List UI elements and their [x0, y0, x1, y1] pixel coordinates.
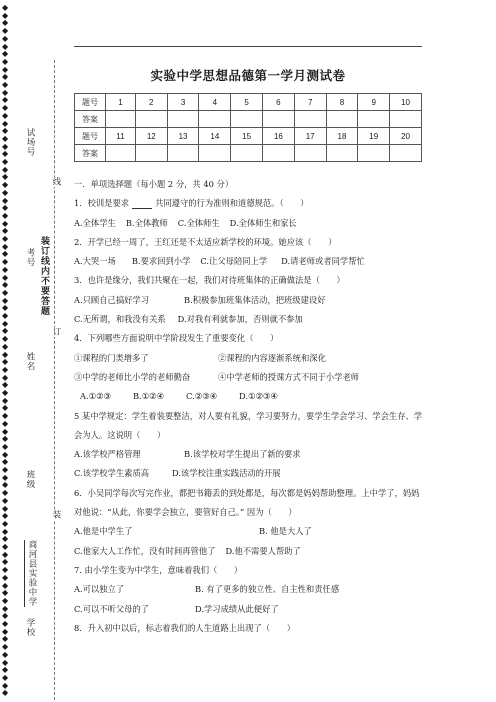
diamond-mark: ◆: [2, 688, 9, 698]
answer-cell[interactable]: [390, 145, 422, 162]
question-2-stem: 2．开学已经一周了，王红还是不太适应新学校的环境。她应该（ ）: [74, 236, 337, 247]
answer-cell[interactable]: [135, 145, 167, 162]
answer-cell[interactable]: [106, 111, 136, 128]
grid-number: 7: [294, 94, 326, 111]
diamond-mark: ◆: [2, 626, 9, 636]
diamond-mark: ◆: [2, 64, 9, 74]
statement-4: ④中学老师的授课方式不同于小学老师: [218, 371, 360, 382]
grid-row-numbers-2: [75, 128, 422, 145]
diamond-mark: ◆: [2, 157, 9, 166]
answer-cell[interactable]: [263, 111, 295, 128]
diamond-mark: ◆: [2, 326, 9, 336]
grid-number: 15: [231, 128, 263, 145]
option-c[interactable]: C.②③④: [186, 391, 218, 402]
diamond-mark: ◆: [2, 164, 9, 174]
grid-row-label: 题号: [75, 128, 106, 145]
option-d[interactable]: D.学习成绩从此便好了: [195, 603, 279, 614]
grid-number: 18: [326, 128, 358, 145]
grid-number: 6: [263, 94, 295, 111]
diamond-mark: ◆: [2, 357, 9, 367]
diamond-mark: ◆: [2, 665, 9, 675]
grid-number: 12: [135, 128, 167, 145]
answer-cell[interactable]: [167, 111, 199, 128]
option-c[interactable]: C.让父母陪同上学: [200, 256, 268, 267]
diamond-mark: ◆: [2, 503, 9, 513]
grid-number: 1: [106, 94, 136, 111]
binding-mark-xian: 线: [51, 177, 61, 187]
grid-number: 16: [263, 128, 295, 145]
option-c[interactable]: C.无所谓，和我没有关系: [74, 314, 166, 325]
option-a[interactable]: A.①②③: [80, 391, 111, 402]
option-b[interactable]: B. 他是大人了: [259, 526, 312, 537]
grid-row-answers-2: [75, 145, 422, 162]
question-3-options-row1: [74, 291, 426, 310]
question-2-options: [74, 252, 426, 271]
question-5-options-row1: [74, 445, 426, 464]
diamond-mark: ◆: [2, 449, 9, 459]
grid-number: 19: [358, 128, 390, 145]
grid-number: 9: [358, 94, 390, 111]
diamond-mark: ◆: [2, 657, 9, 667]
question-8-stem: 8．升入初中以后，标志着我们的人生道路上出现了（ ）: [74, 622, 295, 633]
answer-cell[interactable]: [263, 145, 295, 162]
diamond-mark: ◆: [2, 465, 9, 474]
diamond-mark: ◆: [2, 418, 9, 428]
question-6-stem: 6．小吴同学每次写完作业，都把书籍丢的到处都是，每次都是妈妈帮助整理。上中学了，妈妈对他说：“从此，你要学会独立，要管好自己。” 因为（ ）: [74, 487, 420, 518]
diamond-mark: ◆: [2, 349, 9, 359]
grid-number: 5: [231, 94, 263, 111]
question-7-options-row2: [74, 600, 426, 619]
diamond-mark: ◆: [2, 195, 9, 205]
diamond-mark: ◆: [2, 488, 9, 498]
section-heading: 一．单项选择题（每小题 2 分，共 40 分）: [74, 179, 234, 189]
diamond-mark: ◆: [2, 395, 9, 405]
diamond-mark: ◆: [2, 72, 9, 82]
diamond-mark: ◆: [2, 103, 9, 113]
diamond-mark: ◆: [2, 141, 9, 151]
option-d[interactable]: D.对我有利就参加，否则就不参加: [177, 314, 303, 325]
option-d[interactable]: D.他不需要人帮助了: [225, 545, 301, 556]
option-c[interactable]: C.该学校学生素质高: [74, 468, 150, 479]
question-3-stem: 3．也许是缘分，我们共聚在一起，我们对待班集体的正确做法是（ ）: [74, 275, 345, 286]
grid-number: 10: [390, 94, 422, 111]
diamond-mark: ◆: [2, 364, 9, 374]
diamond-mark: ◆: [2, 649, 9, 659]
question-1-stem: 1．校训是要求 共同遵守的行为准则和道德规范。（ ）: [74, 198, 309, 209]
grid-number: 14: [199, 128, 231, 145]
option-a[interactable]: A.他是中学生了: [74, 526, 133, 537]
diamond-mark: ◆: [2, 411, 9, 421]
statement-2: ②课程的内容逐渐系统和深化: [218, 352, 326, 363]
question-4-options: [74, 387, 426, 406]
diamond-mark: ◆: [2, 549, 9, 559]
grid-number: 11: [106, 128, 136, 145]
answer-cell[interactable]: [231, 145, 263, 162]
statement-3: ③中学的老师比小学的老师勤奋: [74, 371, 191, 382]
diamond-mark: ◆: [2, 218, 9, 228]
diamond-mark: ◆: [2, 226, 9, 236]
answer-cell[interactable]: [294, 145, 326, 162]
exam-title: 实验中学思想品德第一学月测试卷: [150, 68, 346, 83]
question-1-options: [74, 214, 426, 233]
grid-number: 8: [326, 94, 358, 111]
grid-number: 17: [294, 128, 326, 145]
diamond-mark: ◆: [2, 495, 9, 505]
question-7-stem: 7. 由小学生变为中学生，意味着我们（ ）: [74, 564, 243, 575]
name-label: 姓名: [25, 352, 35, 371]
class-label: 班级: [25, 470, 35, 489]
grid-number: 3: [167, 94, 199, 111]
diamond-mark: ◆: [2, 295, 9, 305]
grid-row-numbers-1: [75, 94, 422, 111]
option-c[interactable]: C.他家大人工作忙，没有时间再管他了: [74, 545, 216, 556]
answer-grid: [74, 93, 422, 162]
diamond-mark: ◆: [2, 603, 9, 613]
diamond-mark: ◆: [2, 280, 9, 290]
diamond-mark: ◆: [2, 334, 9, 344]
question-4-items-row1: [74, 349, 426, 368]
option-a[interactable]: A.可以独立了: [74, 584, 125, 595]
statement-1: ①课程的门类增多了: [74, 352, 149, 363]
diamond-mark: ◆: [2, 672, 9, 682]
question-5-stem: 5 某中学规定：学生着装要整洁，对人要有礼貌，学习要努力，要学生学会学习、学会生存、学会为人。这说明（ ）: [74, 410, 423, 440]
answer-cell[interactable]: [326, 111, 358, 128]
diamond-mark: ◆: [2, 95, 9, 105]
diamond-mark: ◆: [2, 33, 9, 43]
answer-cell[interactable]: [294, 111, 326, 128]
diamond-mark: ◆: [2, 264, 9, 274]
answer-cell[interactable]: [199, 111, 231, 128]
option-a[interactable]: A.只顾自己搞好学习: [74, 294, 150, 305]
answer-cell[interactable]: [358, 145, 390, 162]
binding-dashed-line: [54, 60, 56, 700]
diamond-mark: ◆: [2, 287, 9, 297]
diamond-mark: ◆: [2, 542, 9, 551]
option-a[interactable]: A.全体学生: [74, 217, 116, 228]
diamond-mark: ◆: [2, 303, 9, 313]
diamond-mark: ◆: [2, 441, 9, 451]
diamond-mark: ◆: [2, 126, 9, 136]
option-b[interactable]: B.①②④: [132, 391, 165, 402]
diamond-mark: ◆: [2, 187, 9, 197]
diamond-mark: ◆: [2, 557, 9, 567]
diamond-mark: ◆: [2, 511, 9, 521]
grid-answer-label: 答案: [75, 111, 106, 128]
diamond-mark: ◆: [2, 472, 9, 482]
diamond-mark: ◆: [2, 565, 9, 575]
answer-cell[interactable]: [390, 111, 422, 128]
diamond-mark: ◆: [2, 87, 9, 97]
diamond-mark: ◆: [2, 611, 9, 621]
diamond-mark: ◆: [2, 172, 9, 182]
option-b[interactable]: B. 有了更多的独立性、自主性和责任感: [195, 584, 340, 595]
diamond-mark: ◆: [2, 595, 9, 605]
diamond-mark: ◆: [2, 403, 9, 413]
diamond-mark: ◆: [2, 526, 9, 536]
seat-number-label: 考号: [25, 248, 35, 267]
diamond-mark: ◆: [2, 372, 9, 382]
diamond-mark: ◆: [2, 110, 9, 120]
fill-blank[interactable]: [132, 199, 152, 209]
diamond-mark: ◆: [2, 56, 9, 66]
diamond-mark: ◆: [2, 518, 9, 528]
option-b[interactable]: B.该学校对学生提出了新的要求: [184, 449, 301, 460]
option-b[interactable]: B.要求回到小学: [131, 256, 191, 267]
diamond-mark: ◆: [2, 26, 9, 36]
answer-cell[interactable]: [135, 111, 167, 128]
diamond-mark: ◆: [2, 311, 9, 320]
diamond-mark: ◆: [2, 241, 9, 251]
diamond-mark: ◆: [2, 210, 9, 220]
answer-cell[interactable]: [358, 111, 390, 128]
question-7-options-row1: [74, 580, 426, 599]
diamond-mark: ◆: [2, 457, 9, 467]
diamond-mark: ◆: [2, 318, 9, 328]
diamond-mark: ◆: [2, 341, 9, 351]
diamond-mark: ◆: [2, 118, 9, 128]
grid-row-label: 题号: [75, 94, 106, 111]
answer-cell[interactable]: [106, 145, 136, 162]
grid-number: 2: [135, 94, 167, 111]
diamond-mark: ◆: [2, 3, 9, 12]
diamond-mark: ◆: [2, 634, 9, 644]
question-3-options-row2: [74, 310, 426, 329]
diamond-mark: ◆: [2, 80, 9, 89]
diamond-mark: ◆: [2, 388, 9, 397]
school-label: 学校: [25, 618, 35, 637]
diamond-mark: ◆: [2, 249, 9, 259]
question-5-options-row2: [74, 464, 426, 483]
answer-cell[interactable]: [231, 111, 263, 128]
binding-mark-ding: 订: [51, 327, 61, 337]
diamond-mark: ◆: [2, 203, 9, 213]
diamond-mark: ◆: [2, 380, 9, 390]
diamond-mark: ◆: [2, 434, 9, 444]
diamond-mark: ◆: [2, 572, 9, 582]
option-d[interactable]: D.该学校注重实践活动的开展: [172, 468, 281, 479]
grid-number: 4: [199, 94, 231, 111]
option-c[interactable]: C.全体师生: [177, 217, 220, 228]
question-content: [74, 175, 426, 638]
option-b[interactable]: B.积极参加班集体活动，把班级建设好: [184, 294, 326, 305]
grid-number: 20: [390, 128, 422, 145]
diamond-mark: ◆: [2, 18, 9, 28]
diamond-mark: ◆: [2, 534, 9, 544]
diamond-mark: ◆: [2, 49, 9, 59]
question-4-items-row2: [74, 368, 426, 387]
diamond-mark: ◆: [2, 10, 9, 20]
diamond-mark: ◆: [2, 642, 9, 652]
diamond-mark: ◆: [2, 149, 9, 159]
option-d[interactable]: D.请老师或者同学帮忙: [281, 256, 365, 267]
option-d[interactable]: D.全体师生和家长: [229, 217, 297, 228]
diamond-mark: ◆: [2, 180, 9, 190]
option-a[interactable]: A.该学校严格管理: [74, 449, 141, 460]
binding-diamond-border: [0, 3, 14, 698]
school-name: 商河县实验中学: [24, 540, 38, 607]
grid-number: 13: [167, 128, 199, 145]
exam-room-label: 试场号: [25, 128, 35, 157]
no-answer-warning: 装订线内不要答题: [39, 236, 49, 316]
diamond-mark: ◆: [2, 272, 9, 282]
answer-cell[interactable]: [199, 145, 231, 162]
option-a[interactable]: A.大哭一场: [74, 256, 116, 267]
grid-row-answers-1: [75, 111, 422, 128]
question-6-options-row2: [74, 542, 426, 561]
header-rule: [74, 46, 422, 47]
question-4-stem: 4．下列哪些方面说明中学阶段发生了重要变化（ ）: [74, 333, 279, 344]
question-6-options-row1: [74, 522, 426, 541]
diamond-mark: ◆: [2, 580, 9, 590]
option-b[interactable]: B.全体教师: [125, 217, 168, 228]
grid-answer-label: 答案: [75, 145, 106, 162]
answer-cell[interactable]: [167, 145, 199, 162]
option-c[interactable]: C.可以不听父母的了: [74, 603, 150, 614]
diamond-mark: ◆: [2, 680, 9, 690]
answer-cell[interactable]: [326, 145, 358, 162]
diamond-mark: ◆: [2, 619, 9, 628]
diamond-mark: ◆: [2, 133, 9, 143]
diamond-mark: ◆: [2, 426, 9, 436]
diamond-mark: ◆: [2, 257, 9, 267]
option-d[interactable]: D.①②③④: [239, 391, 278, 402]
binding-mark-zhuang: 装: [51, 510, 61, 520]
diamond-mark: ◆: [2, 480, 9, 490]
diamond-mark: ◆: [2, 234, 9, 243]
diamond-mark: ◆: [2, 41, 9, 51]
diamond-mark: ◆: [2, 588, 9, 598]
